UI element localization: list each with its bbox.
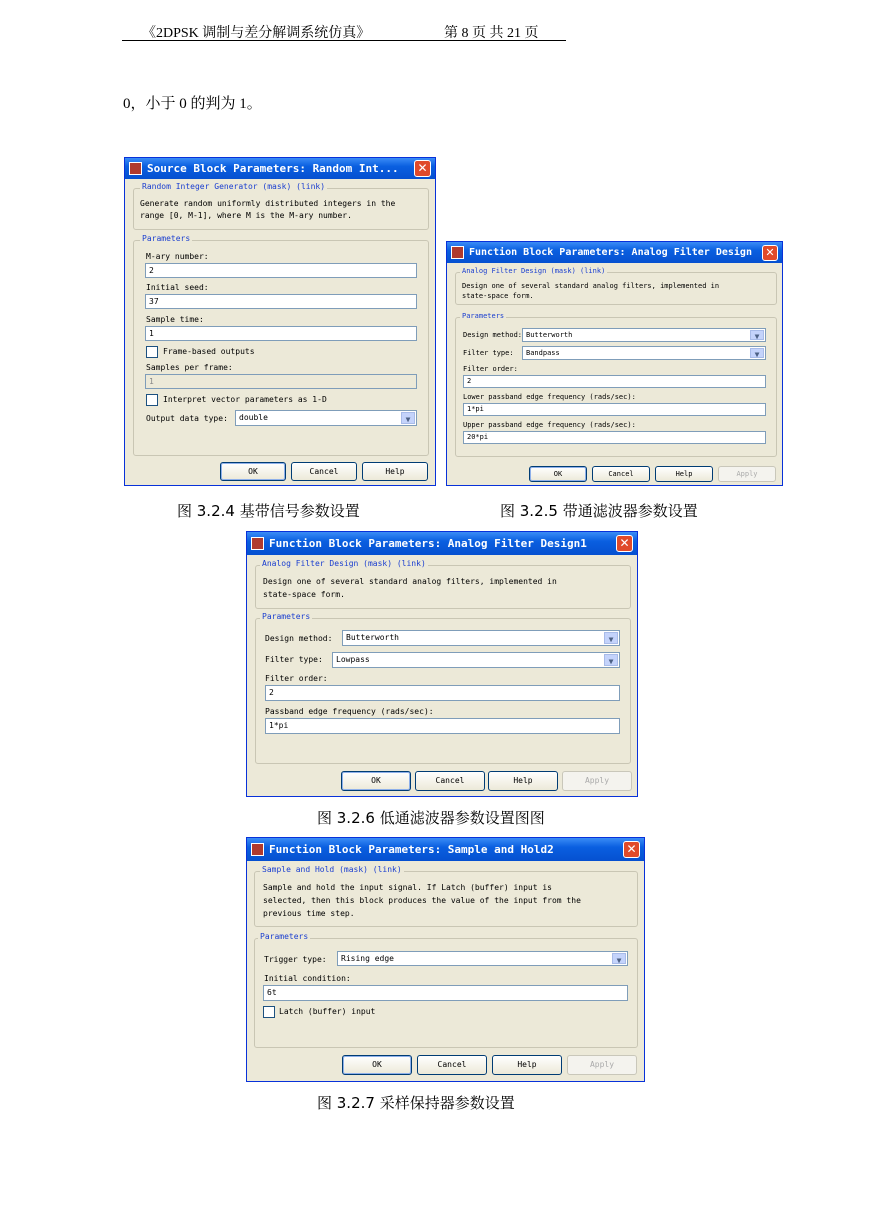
group-title: Analog Filter Design (mask) (link) (462, 267, 606, 275)
sample-hold-dialog (246, 837, 645, 1082)
parameters-title: Parameters (142, 234, 191, 243)
upper-edge-input[interactable]: 20*pi (463, 431, 766, 444)
lower-edge-label: Lower passband edge frequency (rads/sec): (463, 393, 636, 401)
design-method-label: Design method: (265, 634, 333, 643)
random-integer-dialog (124, 157, 436, 486)
description-line: range [0, M-1], where M is the M-ary number. (140, 211, 352, 220)
trigger-type-label: Trigger type: (264, 955, 327, 964)
parameters-title: Parameters (462, 312, 505, 320)
output-type-value: double (239, 413, 268, 422)
interpret-vector-checkbox[interactable] (146, 394, 158, 406)
passband-edge-label: Passband edge frequency (rads/sec): (265, 707, 434, 716)
design-method-label: Design method: (463, 331, 523, 339)
group-title: Sample and Hold (mask) (link) (262, 865, 402, 874)
filter-type-value: Lowpass (336, 655, 370, 664)
lowpass-filter-dialog (246, 531, 638, 797)
filter-order-input[interactable]: 2 (463, 375, 766, 388)
output-type-select[interactable] (235, 410, 417, 426)
frame-based-checkbox[interactable] (146, 346, 158, 358)
cancel-button[interactable]: Cancel (291, 462, 357, 481)
cancel-button[interactable]: Cancel (417, 1055, 487, 1075)
upper-edge-label: Upper passband edge frequency (rads/sec): (463, 421, 636, 429)
close-icon[interactable]: ✕ (414, 160, 431, 177)
group-title: Analog Filter Design (mask) (link) (262, 559, 426, 568)
ok-button[interactable]: OK (341, 771, 411, 791)
initial-condition-label: Initial condition: (264, 974, 351, 983)
page-header (122, 22, 566, 41)
description-line: Sample and hold the input signal. If Latch (buffer) input is (263, 883, 552, 892)
body-text: 0，小于 0 的判为 1。 (123, 96, 262, 112)
figure-caption: 图 3.2.7 采样保持器参数设置 (317, 1094, 515, 1112)
title-bar (447, 242, 782, 263)
parameters-title: Parameters (260, 932, 309, 941)
close-icon[interactable]: ✕ (762, 245, 778, 261)
help-button[interactable]: Help (362, 462, 428, 481)
description-line: Design one of several standard analog filters, implemented in (263, 577, 557, 586)
description-group (133, 188, 429, 230)
output-type-label: Output data type: (146, 414, 228, 423)
title-bar (247, 532, 637, 555)
sample-time-input[interactable]: 1 (145, 326, 417, 341)
filter-order-label: Filter order: (463, 365, 518, 373)
ok-button[interactable]: OK (220, 462, 286, 481)
mary-label: M-ary number: (146, 252, 209, 261)
cancel-button[interactable]: Cancel (415, 771, 485, 791)
samples-per-frame-label: Samples per frame: (146, 363, 233, 372)
chevron-down-icon[interactable]: ▼ (604, 632, 618, 644)
description-group (255, 565, 631, 609)
help-button[interactable]: Help (655, 466, 713, 482)
filter-order-input[interactable]: 2 (265, 685, 620, 701)
samples-per-frame-input[interactable]: 1 (145, 374, 417, 389)
group-title: Random Integer Generator (mask) (link) (142, 182, 326, 191)
design-method-select[interactable] (522, 328, 766, 342)
latch-label: Latch (buffer) input (279, 1007, 376, 1016)
initial-condition-input[interactable]: 6t (263, 985, 628, 1001)
mary-number-input[interactable]: 2 (145, 263, 417, 278)
ok-button[interactable]: OK (529, 466, 587, 482)
help-button[interactable]: Help (488, 771, 558, 791)
description-line: Generate random uniformly distributed integers in the (140, 199, 396, 208)
simulink-icon (129, 162, 142, 175)
figure-caption: 图 3.2.6 低通滤波器参数设置图图 (317, 809, 545, 827)
parameters-title: Parameters (262, 612, 311, 621)
filter-order-label: Filter order: (265, 674, 328, 683)
trigger-type-select[interactable] (337, 951, 628, 966)
filter-type-select[interactable] (332, 652, 620, 668)
chevron-down-icon[interactable]: ▼ (401, 412, 415, 424)
document-title: 《2DPSK 调制与差分解调系统仿真》 (142, 26, 371, 41)
simulink-icon (451, 246, 464, 259)
chevron-down-icon[interactable]: ▼ (604, 654, 618, 666)
filter-type-value: Bandpass (526, 349, 560, 357)
dialog-title: Function Block Parameters: Sample and Hold2 (269, 843, 554, 856)
description-line: state-space form. (462, 292, 534, 300)
cancel-button[interactable]: Cancel (592, 466, 650, 482)
figure-caption: 图 3.2.4 基带信号参数设置 (177, 502, 360, 520)
trigger-type-value: Rising edge (341, 954, 394, 963)
dialog-title: Source Block Parameters: Random Int... (147, 162, 399, 175)
close-icon[interactable]: ✕ (616, 535, 633, 552)
frame-based-label: Frame-based outputs (163, 347, 255, 356)
help-button[interactable]: Help (492, 1055, 562, 1075)
lower-edge-input[interactable]: 1*pi (463, 403, 766, 416)
filter-type-label: Filter type: (265, 655, 323, 664)
apply-button[interactable]: Apply (567, 1055, 637, 1075)
passband-edge-input[interactable]: 1*pi (265, 718, 620, 734)
design-method-value: Butterworth (346, 633, 399, 642)
title-bar (247, 838, 644, 861)
apply-button[interactable]: Apply (718, 466, 776, 482)
chevron-down-icon[interactable]: ▼ (750, 330, 764, 340)
filter-type-select[interactable] (522, 346, 766, 360)
description-line: selected, then this block produces the value of the input from the (263, 896, 581, 905)
simulink-icon (251, 843, 264, 856)
description-line: previous time step. (263, 909, 355, 918)
description-line: Design one of several standard analog filters, implemented in (462, 282, 720, 290)
page-number: 第 8 页 共 21 页 (444, 26, 539, 41)
close-icon[interactable]: ✕ (623, 841, 640, 858)
design-method-value: Butterworth (526, 331, 573, 339)
dialog-title: Function Block Parameters: Analog Filter Design1 (269, 537, 587, 550)
simulink-icon (251, 537, 264, 550)
chevron-down-icon[interactable]: ▼ (750, 348, 764, 358)
ok-button[interactable]: OK (342, 1055, 412, 1075)
chevron-down-icon[interactable]: ▼ (612, 953, 626, 964)
interpret-vector-label: Interpret vector parameters as 1-D (163, 395, 327, 404)
sample-time-label: Sample time: (146, 315, 204, 324)
title-bar (125, 158, 435, 179)
dialog-title: Function Block Parameters: Analog Filter Design (469, 247, 752, 258)
apply-button[interactable]: Apply (562, 771, 632, 791)
figure-caption: 图 3.2.5 带通滤波器参数设置 (500, 502, 698, 520)
latch-checkbox[interactable] (263, 1006, 275, 1018)
seed-label: Initial seed: (146, 283, 209, 292)
design-method-select[interactable] (342, 630, 620, 646)
description-line: state-space form. (263, 590, 345, 599)
initial-seed-input[interactable]: 37 (145, 294, 417, 309)
filter-type-label: Filter type: (463, 349, 514, 357)
bandpass-filter-dialog (446, 241, 783, 486)
